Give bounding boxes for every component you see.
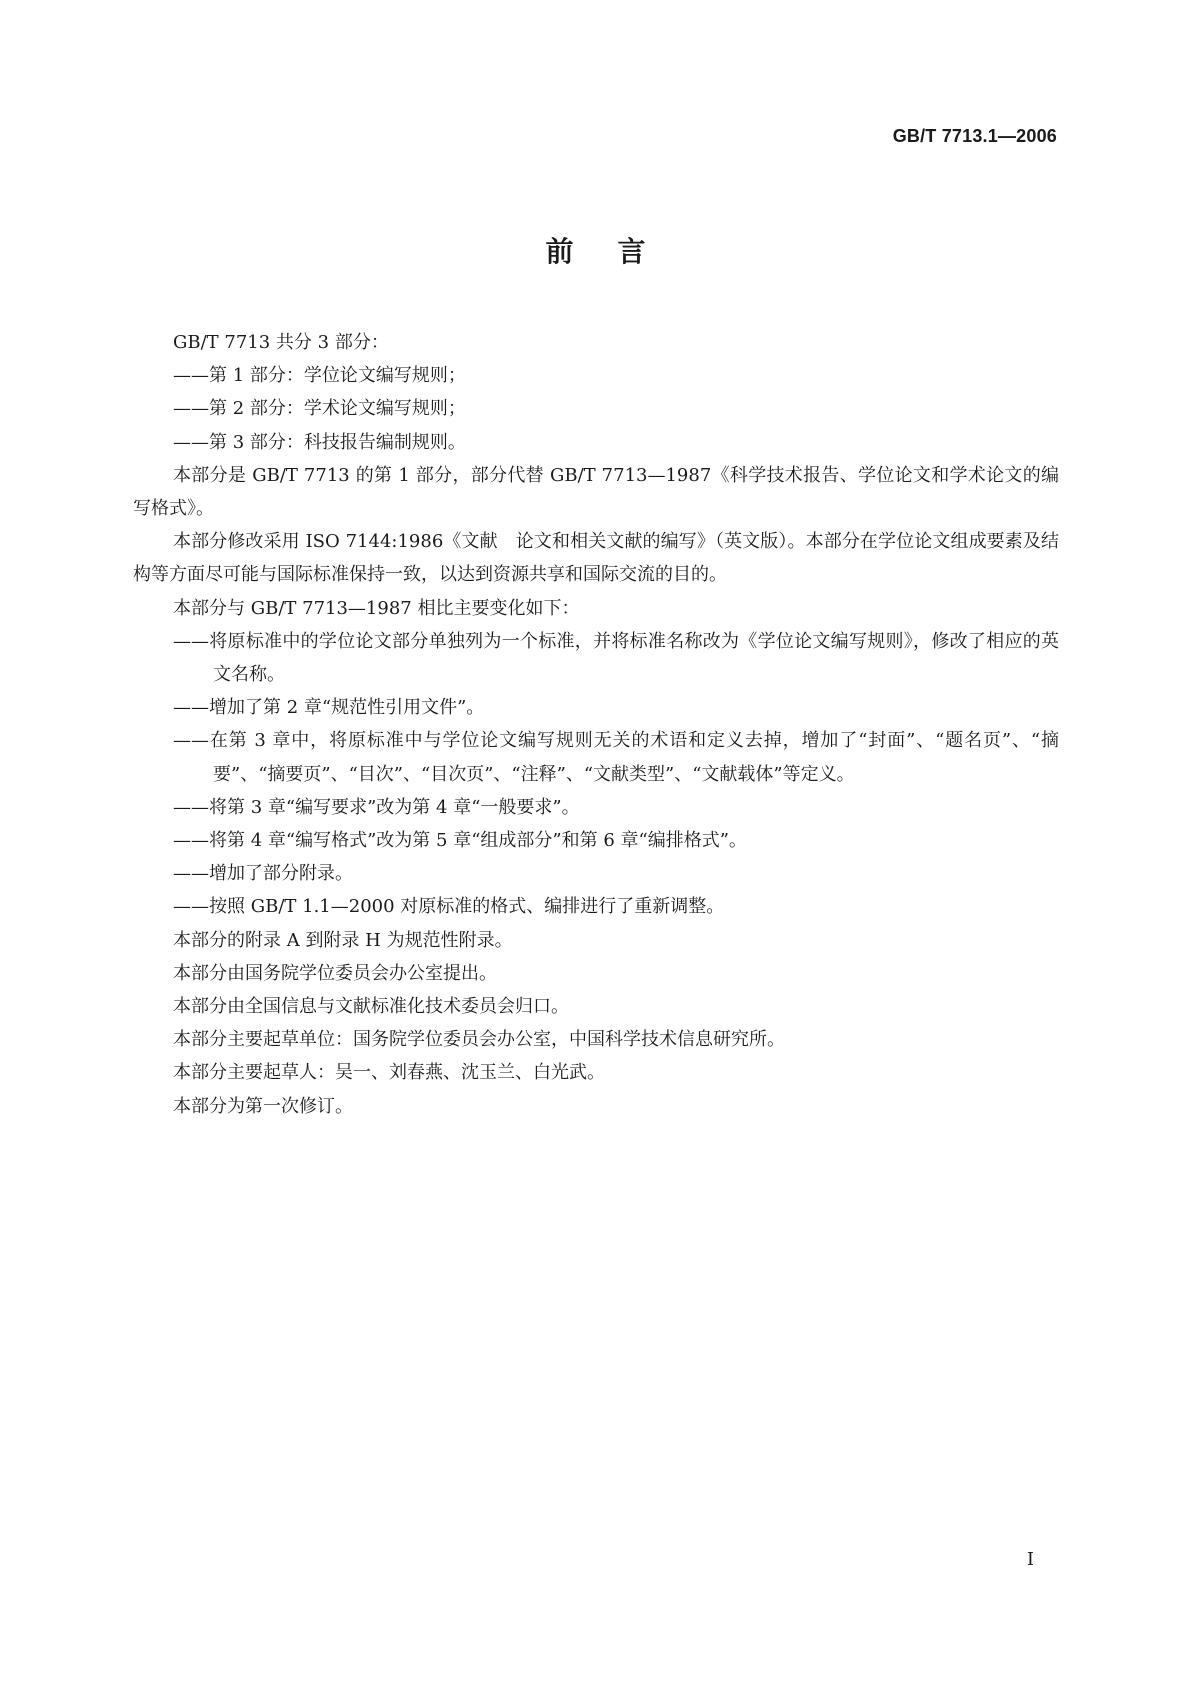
paragraph-parts-intro: GB/T 7713 共分 3 部分： [173,332,389,353]
list-item-change-3: ——在第 3 章中，将原标准中与学位论文编写规则无关的术语和定义去掉，增加了“封面”、“题名页”、“摘要”、“摘要页”、“目次”、“目次页”、“注释”、“文献类型”、“文献载体”等定义。 [173,730,1059,785]
paragraph-replacement: 本部分是 GB/T 7713 的第 1 部分，部分代替 GB/T 7713—1987《科学技术报告、学位论文和学术论文的编写格式》。 [133,464,1059,520]
paragraph-committee: 本部分由全国信息与文献标准化技术委员会归口。 [173,996,569,1018]
paragraph-revision: 本部分为第一次修订。 [173,1095,353,1117]
list-item-part-1: ——第 1 部分：学位论文编写规则； [173,365,466,387]
list-item-change-1: ——将原标准中的学位论文部分单独列为一个标准，并将标准名称改为《学位论文编写规则》，修改了相应的英文名称。 [173,630,1059,686]
standard-code: GB/T 7713.1—2006 [892,126,1057,146]
paragraph-proposer: 本部分由国务院学位委员会办公室提出。 [173,962,497,984]
paragraph-appendix: 本部分的附录 A 到附录 H 为规范性附录。 [173,929,513,951]
list-item-change-2: ——增加了第 2 章“规范性引用文件”。 [173,697,485,719]
paragraph-drafters: 本部分主要起草人：吴一、刘春燕、沈玉兰、白光武。 [173,1062,605,1084]
list-item-change-5: ——将第 4 章“编写格式”改为第 5 章“组成部分”和第 6 章“编排格式”。 [173,830,747,852]
list-item-change-7: ——按照 GB/T 1.1—2000 对原标准的格式、编排进行了重新调整。 [173,896,725,918]
paragraph-iso-adoption: 本部分修改采用 ISO 7144:1986《文献 论文和相关文献的编写》（英文版）。本部分在学位论文组成要素及结构等方面尽可能与国际标准保持一致，以达到资源共享和国际交流的目的。 [133,531,1059,586]
paragraph-changes-intro: 本部分与 GB/T 7713—1987 相比主要变化如下： [173,597,580,619]
list-item-change-4: ——将第 3 章“编写要求”改为第 4 章“一般要求”。 [173,796,580,818]
page-number: I [1026,1549,1034,1570]
list-item-part-3: ——第 3 部分：科技报告编制规则。 [173,431,466,453]
list-item-part-2: ——第 2 部分：学术论文编写规则； [173,398,466,420]
paragraph-drafting-units: 本部分主要起草单位：国务院学位委员会办公室，中国科学技术信息研究所。 [173,1029,785,1051]
page-title: 前言 [545,235,690,268]
foreword-body [133,326,1059,1123]
list-item-change-6: ——增加了部分附录。 [173,863,353,885]
